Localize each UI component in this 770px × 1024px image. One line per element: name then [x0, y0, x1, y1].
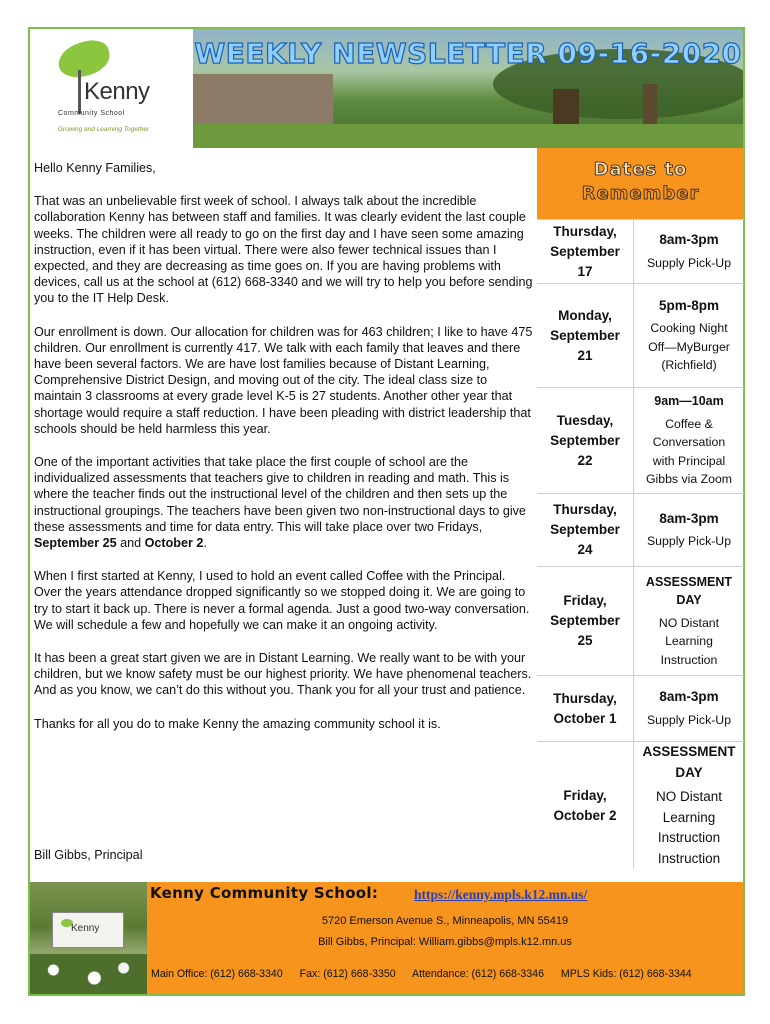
- date-day: Thursday, September 17: [537, 220, 634, 283]
- building-shape: [193, 74, 333, 129]
- date-info: [634, 284, 744, 387]
- paragraph: It has been a great start given we are in Distant Learning. We really want to be with your children, but we know safety must be our highest priority. We have phenomenal teachers. And as you know, we can’t do this without you. Thank you for all your trust and patience.: [34, 651, 532, 698]
- dates-heading-line2: Remember: [581, 183, 700, 204]
- event-desc: Gibbs via Zoom: [645, 472, 733, 487]
- date-info: [634, 388, 744, 493]
- dates-heading-line1: Dates to: [593, 159, 688, 180]
- paragraph: That was an unbelievable first week of school. I always talk about the incredible collaboration Kenny has between staff and families. It was clearly evident the last couple weeks. The children were all ready to go on the first day and I have seen some amazing instruction, even if it has been virtual. There were also fewer technical issues than I expected, and they are decreasing as time goes on. If you are having problems with devices, call us at the school at (612) 668-3340 and we will try to help you before sending you to the IT Help Desk.: [34, 194, 533, 306]
- event-desc: (Richfield): [661, 358, 717, 372]
- paragraph-text: and: [116, 536, 145, 551]
- footer-school-name: Kenny Community School:: [150, 884, 379, 902]
- fax-number: Fax: (612) 668-3350: [299, 968, 396, 980]
- date-info: [634, 494, 744, 566]
- logo-name: Kenny: [84, 78, 150, 105]
- event-desc: Instruction: [657, 830, 721, 845]
- date-day: Friday, October 2: [537, 742, 634, 869]
- dates-heading: [537, 148, 744, 219]
- header-banner: [193, 29, 743, 148]
- date-row: [537, 283, 744, 387]
- date-row: [537, 493, 744, 566]
- principal-contact: Bill Gibbs, Principal: William.gibbs@mpls.k12.mn.us: [318, 936, 572, 948]
- date-info: [634, 220, 744, 283]
- event-desc: Learning: [665, 634, 713, 649]
- logo-stem: [78, 70, 81, 114]
- date-day: Monday, September 21: [537, 284, 634, 387]
- paragraph-text: One of the important activities that take place the first couple of school are the individualized assessments that teachers give to children in reading and math. This is where the teacher finds out the instructional level of the children and then sets up the instructional groupings. The teachers have been given two non-instructional days to give these assessments and time for data entry. This will take place over two Fridays,: [34, 455, 526, 534]
- principal-letter: [34, 160, 534, 749]
- event-desc: NO Distant: [658, 615, 720, 630]
- date-row: [537, 219, 744, 283]
- sign-board: [52, 912, 124, 948]
- assessment-date: September 25: [34, 536, 117, 551]
- main-office-phone: Main Office: (612) 668-3340: [151, 968, 283, 980]
- event-time: ASSESSMENT DAY: [645, 574, 733, 608]
- event-desc: Conversation: [652, 435, 726, 450]
- event-desc: Off—MyBurger: [648, 339, 730, 354]
- event-desc: Supply Pick-Up: [646, 255, 732, 270]
- school-website-link[interactable]: https://kenny.mpls.k12.mn.us/: [414, 887, 588, 902]
- date-info: [634, 567, 744, 675]
- date-row: [537, 387, 744, 493]
- attendance-phone: Attendance: (612) 668-3346: [412, 968, 544, 980]
- date-row: [537, 741, 744, 869]
- paragraph-text: .: [203, 536, 207, 551]
- event-time: 9am—10am: [654, 394, 724, 409]
- date-day: Friday, September 25: [537, 567, 634, 675]
- paragraph: When I first started at Kenny, I used to hold an event called Coffee with the Principal. Over the years attendance dropped significantly so we stopped doing it. We are going to try to start it back up. There is never a formal agenda. Just a good two-way conversation. We will schedule a few and hopefully we can make it an ongoing activity.: [34, 569, 530, 632]
- assessment-date: October 2: [144, 536, 204, 551]
- signature: Bill Gibbs, Principal: [34, 848, 143, 862]
- date-day: Tuesday, September 22: [537, 388, 634, 493]
- date-row: [537, 566, 744, 675]
- logo-subtitle: Community School: [58, 110, 125, 117]
- event-desc: Learning: [662, 809, 716, 825]
- lawn: [193, 124, 743, 148]
- mpls-kids-phone: MPLS Kids: (612) 668-3344: [560, 968, 692, 980]
- date-day: Thursday, October 1: [537, 676, 634, 741]
- dates-table: [537, 219, 744, 869]
- event-time: 8am-3pm: [659, 689, 719, 704]
- school-sign-photo: [30, 882, 147, 994]
- newsletter-title: WEEKLY NEWSLETTER 09-16-2020: [194, 37, 742, 70]
- event-desc: Instruction: [660, 652, 718, 667]
- date-day: Thursday, September 24: [537, 494, 634, 566]
- event-time: ASSESSMENT DAY: [642, 744, 736, 780]
- flowers: [30, 954, 147, 994]
- greeting: Hello Kenny Families,: [34, 161, 156, 175]
- event-desc: Coffee &: [665, 416, 713, 431]
- date-info: [634, 676, 744, 741]
- event-desc: with Principal: [652, 453, 726, 468]
- date-info: [634, 742, 744, 869]
- event-desc: Instruction: [657, 850, 721, 866]
- event-desc: Supply Pick-Up: [646, 712, 732, 727]
- school-logo: [30, 30, 193, 148]
- phone-numbers: [151, 968, 706, 980]
- event-time: 8am-3pm: [659, 510, 719, 526]
- paragraph: Thanks for all you do to make Kenny the amazing community school it is.: [34, 716, 441, 731]
- logo-tagline: Growing and Learning Together: [58, 126, 150, 133]
- school-address: 5720 Emerson Avenue S., Minneapolis, MN 55419: [321, 915, 569, 927]
- event-desc: NO Distant: [655, 789, 723, 804]
- event-time: 5pm-8pm: [658, 297, 719, 313]
- leaf-icon: [55, 37, 113, 81]
- date-row: [537, 675, 744, 741]
- footer: [30, 882, 743, 994]
- event-desc: Supply Pick-Up: [646, 534, 732, 548]
- event-desc: Cooking Night: [650, 321, 728, 335]
- paragraph: Our enrollment is down. Our allocation for children was for 463 children; I like to have 475 children. Our enrollment is currently 417. We talk with each family that leaves and there have been several factors. We are have lost families because of Distant Learning, Comprehensive District Design, and moving out of the city. The ideal class size to maintain 3 classrooms at every grade level K-5 is 27 students. Another other year that shortage would require a staff reduction. I have been pleading with district leadership that schools should be held harmless this year.: [34, 324, 533, 436]
- paragraph: [34, 454, 534, 551]
- event-time: 8am-3pm: [659, 232, 719, 247]
- sign-text: Kenny: [71, 923, 100, 934]
